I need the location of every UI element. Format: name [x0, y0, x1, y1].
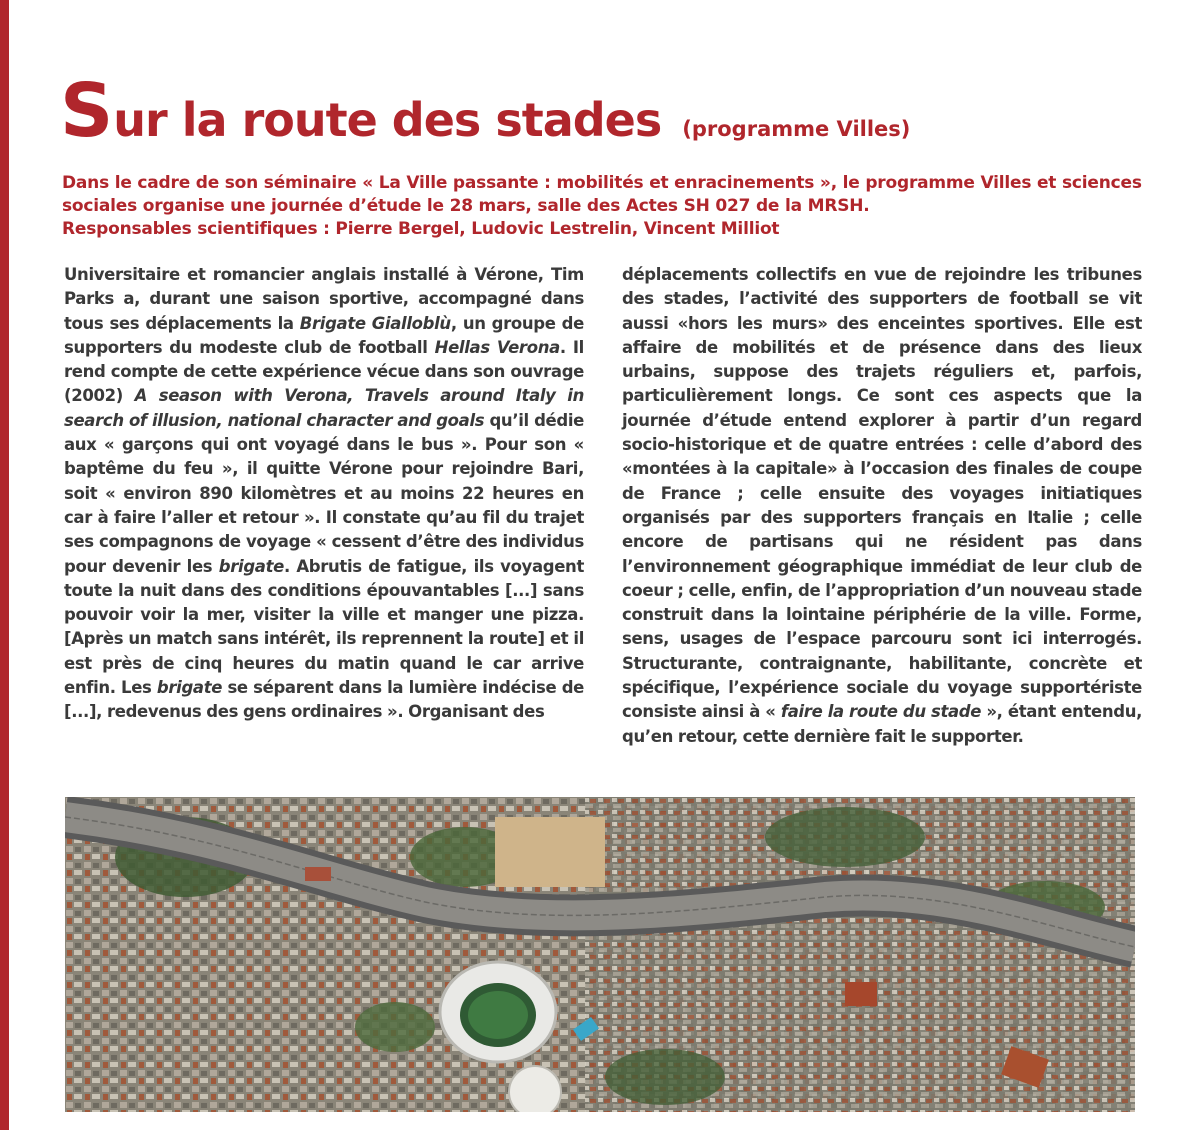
article-intro	[62, 172, 1142, 241]
title-text: ur la route des stades	[113, 93, 662, 147]
left-text-4: qu’il dédie aux « garçons qui ont voyagé dans le bus ». Pour son « baptême du feu », il quitte Vérone pour rejoindre Bari, soit « environ 890 kilomètres et au moins 22 heures en car à faire l’aller et retour ». Il constate qu’au fil du trajet ses compagnons de voyage « cessent d’être des individus pour devenir les	[64, 410, 584, 576]
italic-book-title: A season with Verona, Travels around Italy in search of illusion, national character and goals	[64, 386, 584, 430]
body-column-right	[622, 263, 1142, 749]
body-column-left	[64, 263, 584, 725]
left-text-3: . Il rend compte de cette expérience vécue dans son ouvrage (2002)	[64, 337, 584, 406]
italic-brigate-gialloblu: Brigate Gialloblù	[299, 313, 451, 333]
right-text-2: », étant entendu, qu’en retour, cette dernière fait le supporter.	[622, 702, 1143, 746]
side-accent-bar	[0, 0, 9, 1130]
italic-faire-la-route: faire la route du stade	[780, 702, 982, 722]
title-program-label: (programme Villes)	[682, 117, 911, 141]
italic-brigate-1: brigate	[218, 556, 284, 576]
left-text-5: . Abrutis de fatigue, ils voyagent toute la nuit dans des conditions épouvantables [...] sans pouvoir voir la mer, visiter la ville et manger une pizza. [Après un match sans intérêt, ils reprennent la route] et il est près de cinq heures du matin quand le car arrive enfin. Les	[64, 556, 584, 698]
title-drop-cap: S	[60, 68, 114, 154]
italic-brigate-2: brigate	[156, 678, 223, 698]
left-text-1: Universitaire et romancier anglais installé à Vérone, Tim Parks a, durant une saison sportive, accompagné dans tous ses déplacements la	[64, 265, 584, 333]
italic-hellas-verona: Hellas Verona	[434, 337, 560, 357]
right-text-1: déplacements collectifs en vue de rejoindre les tribunes des stades, l’activité des supporters de football se vit aussi «hors les murs» des enceintes sportives. Elle est affaire de mobilités et de présence dans des lieux urbains, suppose des trajets réguliers et, parfois, particulièrement longs. Ce sont ces aspects que la journée d’étude entend explorer à partir d’un regard socio-historique et de quatre entrées : celle d’abord des «montées à la capitale» à l’occasion des finales de coupe de France ; celle ensuite des voyages initiatiques organisés par des supporters français en Italie ; celle encore de partisans qui ne résident pas dans l’environnement géographique immédiat de leur club de coeur ; celle, enfin, de l’appropriation d’un nouveau stade construit dans la lointaine périphérie de la ville. Forme, sens, usages de l’espace parcouru sont ici interrogés. Structurante, contraignante, habilitante, concrète et spécifique, l’expérience sociale du voyage supportériste consiste ainsi à «	[622, 265, 1142, 722]
intro-announcement: Dans le cadre de son séminaire « La Ville passante : mobilités et enracinements », le programme Villes et sciences sociales organise une journée d’étude le 28 mars, salle des Actes SH 027 de la MRSH.	[62, 173, 1142, 216]
intro-organizers: Responsables scientifiques : Pierre Bergel, Ludovic Lestrelin, Vincent Milliot	[62, 219, 780, 239]
aerial-stadium-photo	[65, 797, 1135, 1112]
article-title	[60, 68, 911, 154]
aerial-photo-illustration	[65, 797, 1135, 1112]
left-text-2: , un groupe de supporters du modeste club de football	[64, 313, 584, 357]
left-text-6: se séparent dans la lumière indécise de [...], redevenus des gens ordinaires ». Organisant des	[64, 678, 584, 722]
